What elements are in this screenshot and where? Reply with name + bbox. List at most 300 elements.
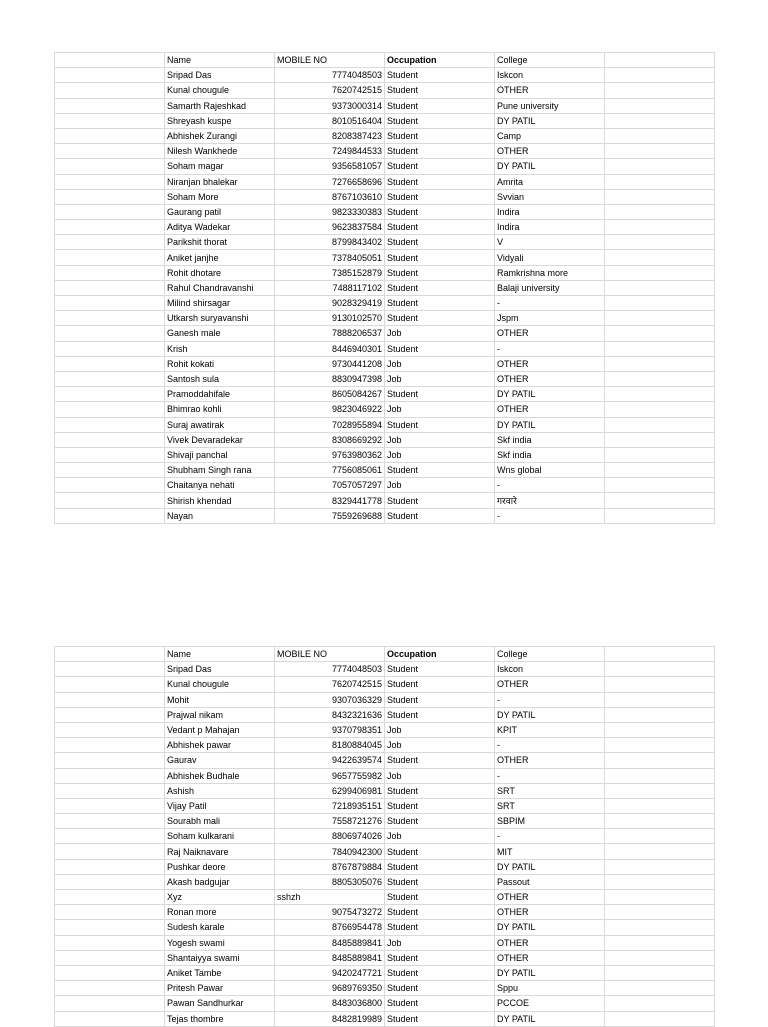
- empty-cell[interactable]: [605, 371, 715, 386]
- college-cell[interactable]: SBPIM: [495, 814, 605, 829]
- empty-cell[interactable]: [55, 844, 165, 859]
- empty-cell[interactable]: [605, 920, 715, 935]
- empty-cell[interactable]: [605, 113, 715, 128]
- name-cell[interactable]: Xyz: [165, 890, 275, 905]
- empty-cell[interactable]: [55, 220, 165, 235]
- empty-cell[interactable]: [605, 707, 715, 722]
- empty-cell[interactable]: [55, 478, 165, 493]
- empty-cell[interactable]: [55, 265, 165, 280]
- empty-cell[interactable]: [605, 753, 715, 768]
- name-cell[interactable]: Pramoddahifale: [165, 387, 275, 402]
- empty-cell[interactable]: [55, 996, 165, 1011]
- occupation-cell[interactable]: Job: [385, 478, 495, 493]
- mobile-cell[interactable]: 8329441778: [275, 493, 385, 508]
- occupation-cell[interactable]: Student: [385, 677, 495, 692]
- empty-cell[interactable]: [55, 874, 165, 889]
- mobile-cell[interactable]: 7559269688: [275, 508, 385, 523]
- name-cell[interactable]: Nayan: [165, 508, 275, 523]
- empty-cell[interactable]: [55, 829, 165, 844]
- occupation-cell[interactable]: Job: [385, 768, 495, 783]
- college-cell[interactable]: OTHER: [495, 326, 605, 341]
- empty-cell[interactable]: [55, 662, 165, 677]
- empty-cell[interactable]: [605, 159, 715, 174]
- mobile-cell[interactable]: 7620742515: [275, 83, 385, 98]
- mobile-cell[interactable]: 8208387423: [275, 128, 385, 143]
- name-cell[interactable]: Krish: [165, 341, 275, 356]
- mobile-cell[interactable]: 9657755982: [275, 768, 385, 783]
- empty-cell[interactable]: [55, 463, 165, 478]
- college-cell[interactable]: Svvian: [495, 189, 605, 204]
- empty-cell[interactable]: [605, 356, 715, 371]
- name-cell[interactable]: Niranjan bhalekar: [165, 174, 275, 189]
- empty-cell[interactable]: [55, 235, 165, 250]
- empty-cell[interactable]: [605, 768, 715, 783]
- occupation-cell[interactable]: Student: [385, 950, 495, 965]
- name-cell[interactable]: Vijay Patil: [165, 798, 275, 813]
- occupation-cell[interactable]: Student: [385, 463, 495, 478]
- occupation-cell[interactable]: Student: [385, 1011, 495, 1026]
- college-cell[interactable]: Passout: [495, 874, 605, 889]
- empty-cell[interactable]: [55, 159, 165, 174]
- occupation-cell[interactable]: Student: [385, 387, 495, 402]
- mobile-cell[interactable]: 9373000314: [275, 98, 385, 113]
- college-cell[interactable]: OTHER: [495, 83, 605, 98]
- empty-cell[interactable]: [605, 798, 715, 813]
- name-cell[interactable]: Aniket janjhe: [165, 250, 275, 265]
- mobile-cell[interactable]: 9307036329: [275, 692, 385, 707]
- name-cell[interactable]: Pushkar deore: [165, 859, 275, 874]
- empty-cell[interactable]: [605, 905, 715, 920]
- header-occupation[interactable]: Occupation: [385, 53, 495, 68]
- occupation-cell[interactable]: Job: [385, 356, 495, 371]
- occupation-cell[interactable]: Student: [385, 189, 495, 204]
- header-name[interactable]: Name: [165, 647, 275, 662]
- college-cell[interactable]: OTHER: [495, 144, 605, 159]
- empty-cell[interactable]: [605, 250, 715, 265]
- empty-cell[interactable]: [605, 280, 715, 295]
- college-cell[interactable]: OTHER: [495, 950, 605, 965]
- college-cell[interactable]: DY PATIL: [495, 1011, 605, 1026]
- occupation-cell[interactable]: Student: [385, 707, 495, 722]
- header-college[interactable]: College: [495, 647, 605, 662]
- mobile-cell[interactable]: 7488117102: [275, 280, 385, 295]
- mobile-cell[interactable]: sshzh: [275, 890, 385, 905]
- occupation-cell[interactable]: Student: [385, 662, 495, 677]
- empty-cell[interactable]: [605, 174, 715, 189]
- mobile-cell[interactable]: 8806974026: [275, 829, 385, 844]
- occupation-cell[interactable]: Job: [385, 371, 495, 386]
- empty-cell[interactable]: [605, 53, 715, 68]
- mobile-cell[interactable]: 7028955894: [275, 417, 385, 432]
- name-cell[interactable]: Ganesh male: [165, 326, 275, 341]
- occupation-cell[interactable]: Student: [385, 905, 495, 920]
- mobile-cell[interactable]: 8830947398: [275, 371, 385, 386]
- occupation-cell[interactable]: Job: [385, 326, 495, 341]
- occupation-cell[interactable]: Student: [385, 965, 495, 980]
- name-cell[interactable]: Utkarsh suryavanshi: [165, 311, 275, 326]
- empty-cell[interactable]: [55, 296, 165, 311]
- empty-cell[interactable]: [55, 68, 165, 83]
- empty-cell[interactable]: [605, 387, 715, 402]
- empty-cell[interactable]: [605, 432, 715, 447]
- occupation-cell[interactable]: Student: [385, 996, 495, 1011]
- empty-cell[interactable]: [605, 417, 715, 432]
- empty-cell[interactable]: [605, 402, 715, 417]
- empty-cell[interactable]: [55, 722, 165, 737]
- college-cell[interactable]: DY PATIL: [495, 965, 605, 980]
- occupation-cell[interactable]: Job: [385, 432, 495, 447]
- name-cell[interactable]: Samarth Rajeshkad: [165, 98, 275, 113]
- college-cell[interactable]: Balaji university: [495, 280, 605, 295]
- name-cell[interactable]: Aniket Tambe: [165, 965, 275, 980]
- occupation-cell[interactable]: Student: [385, 844, 495, 859]
- name-cell[interactable]: Akash badgujar: [165, 874, 275, 889]
- college-cell[interactable]: -: [495, 508, 605, 523]
- college-cell[interactable]: MIT: [495, 844, 605, 859]
- empty-cell[interactable]: [55, 965, 165, 980]
- college-cell[interactable]: DY PATIL: [495, 920, 605, 935]
- college-cell[interactable]: Iskcon: [495, 68, 605, 83]
- name-cell[interactable]: Sudesh karale: [165, 920, 275, 935]
- occupation-cell[interactable]: Student: [385, 692, 495, 707]
- name-cell[interactable]: Soham kulkarani: [165, 829, 275, 844]
- empty-cell[interactable]: [55, 950, 165, 965]
- college-cell[interactable]: PCCOE: [495, 996, 605, 1011]
- name-cell[interactable]: Soham magar: [165, 159, 275, 174]
- college-cell[interactable]: OTHER: [495, 753, 605, 768]
- empty-cell[interactable]: [55, 798, 165, 813]
- empty-cell[interactable]: [55, 311, 165, 326]
- college-cell[interactable]: -: [495, 692, 605, 707]
- empty-cell[interactable]: [55, 174, 165, 189]
- mobile-cell[interactable]: 7888206537: [275, 326, 385, 341]
- college-cell[interactable]: Pune university: [495, 98, 605, 113]
- empty-cell[interactable]: [605, 235, 715, 250]
- name-cell[interactable]: Milind shirsagar: [165, 296, 275, 311]
- college-cell[interactable]: DY PATIL: [495, 387, 605, 402]
- empty-cell[interactable]: [55, 859, 165, 874]
- occupation-cell[interactable]: Student: [385, 508, 495, 523]
- header-college[interactable]: College: [495, 53, 605, 68]
- occupation-cell[interactable]: Student: [385, 144, 495, 159]
- occupation-cell[interactable]: Student: [385, 981, 495, 996]
- mobile-cell[interactable]: 7558721276: [275, 814, 385, 829]
- empty-cell[interactable]: [55, 647, 165, 662]
- empty-cell[interactable]: [605, 677, 715, 692]
- name-cell[interactable]: Bhimrao kohli: [165, 402, 275, 417]
- empty-cell[interactable]: [605, 311, 715, 326]
- empty-cell[interactable]: [605, 662, 715, 677]
- empty-cell[interactable]: [55, 447, 165, 462]
- empty-cell[interactable]: [55, 890, 165, 905]
- empty-cell[interactable]: [605, 996, 715, 1011]
- empty-cell[interactable]: [605, 722, 715, 737]
- empty-cell[interactable]: [55, 83, 165, 98]
- name-cell[interactable]: Mohit: [165, 692, 275, 707]
- empty-cell[interactable]: [605, 890, 715, 905]
- occupation-cell[interactable]: Student: [385, 265, 495, 280]
- mobile-cell[interactable]: 9075473272: [275, 905, 385, 920]
- name-cell[interactable]: Suraj awatirak: [165, 417, 275, 432]
- empty-cell[interactable]: [55, 341, 165, 356]
- college-cell[interactable]: DY PATIL: [495, 113, 605, 128]
- mobile-cell[interactable]: 8482819989: [275, 1011, 385, 1026]
- empty-cell[interactable]: [605, 98, 715, 113]
- occupation-cell[interactable]: Student: [385, 68, 495, 83]
- occupation-cell[interactable]: Student: [385, 859, 495, 874]
- occupation-cell[interactable]: Student: [385, 417, 495, 432]
- college-cell[interactable]: Skf india: [495, 447, 605, 462]
- empty-cell[interactable]: [605, 950, 715, 965]
- mobile-cell[interactable]: 9689769350: [275, 981, 385, 996]
- empty-cell[interactable]: [55, 753, 165, 768]
- occupation-cell[interactable]: Student: [385, 128, 495, 143]
- empty-cell[interactable]: [605, 859, 715, 874]
- name-cell[interactable]: Abhishek Zurangi: [165, 128, 275, 143]
- mobile-cell[interactable]: 9823330383: [275, 204, 385, 219]
- college-cell[interactable]: OTHER: [495, 402, 605, 417]
- empty-cell[interactable]: [55, 432, 165, 447]
- empty-cell[interactable]: [605, 874, 715, 889]
- empty-cell[interactable]: [605, 647, 715, 662]
- occupation-cell[interactable]: Student: [385, 83, 495, 98]
- occupation-cell[interactable]: Student: [385, 204, 495, 219]
- mobile-cell[interactable]: 6299406981: [275, 783, 385, 798]
- college-cell[interactable]: OTHER: [495, 935, 605, 950]
- occupation-cell[interactable]: Job: [385, 447, 495, 462]
- empty-cell[interactable]: [55, 981, 165, 996]
- college-cell[interactable]: OTHER: [495, 356, 605, 371]
- empty-cell[interactable]: [605, 829, 715, 844]
- occupation-cell[interactable]: Job: [385, 738, 495, 753]
- header-mobile[interactable]: MOBILE NO: [275, 53, 385, 68]
- mobile-cell[interactable]: 7378405051: [275, 250, 385, 265]
- occupation-cell[interactable]: Student: [385, 296, 495, 311]
- empty-cell[interactable]: [55, 935, 165, 950]
- name-cell[interactable]: Parikshit thorat: [165, 235, 275, 250]
- empty-cell[interactable]: [55, 783, 165, 798]
- name-cell[interactable]: Yogesh swami: [165, 935, 275, 950]
- occupation-cell[interactable]: Student: [385, 874, 495, 889]
- empty-cell[interactable]: [55, 493, 165, 508]
- name-cell[interactable]: Abhishek Budhale: [165, 768, 275, 783]
- mobile-cell[interactable]: 9763980362: [275, 447, 385, 462]
- occupation-cell[interactable]: Student: [385, 753, 495, 768]
- occupation-cell[interactable]: Student: [385, 250, 495, 265]
- empty-cell[interactable]: [605, 326, 715, 341]
- empty-cell[interactable]: [55, 326, 165, 341]
- mobile-cell[interactable]: 8767879884: [275, 859, 385, 874]
- empty-cell[interactable]: [605, 463, 715, 478]
- empty-cell[interactable]: [55, 250, 165, 265]
- empty-cell[interactable]: [605, 508, 715, 523]
- occupation-cell[interactable]: Student: [385, 493, 495, 508]
- empty-cell[interactable]: [605, 265, 715, 280]
- name-cell[interactable]: Shivaji panchal: [165, 447, 275, 462]
- college-cell[interactable]: Sppu: [495, 981, 605, 996]
- occupation-cell[interactable]: Student: [385, 113, 495, 128]
- empty-cell[interactable]: [55, 387, 165, 402]
- occupation-cell[interactable]: Student: [385, 159, 495, 174]
- name-cell[interactable]: Pritesh Pawar: [165, 981, 275, 996]
- college-cell[interactable]: -: [495, 341, 605, 356]
- mobile-cell[interactable]: 8180884045: [275, 738, 385, 753]
- empty-cell[interactable]: [55, 98, 165, 113]
- empty-cell[interactable]: [605, 738, 715, 753]
- mobile-cell[interactable]: 7385152879: [275, 265, 385, 280]
- mobile-cell[interactable]: 9623837584: [275, 220, 385, 235]
- college-cell[interactable]: गरवारे: [495, 493, 605, 508]
- empty-cell[interactable]: [605, 220, 715, 235]
- header-mobile[interactable]: MOBILE NO: [275, 647, 385, 662]
- occupation-cell[interactable]: Job: [385, 402, 495, 417]
- header-name[interactable]: Name: [165, 53, 275, 68]
- mobile-cell[interactable]: 7276658696: [275, 174, 385, 189]
- occupation-cell[interactable]: Student: [385, 220, 495, 235]
- empty-cell[interactable]: [605, 341, 715, 356]
- name-cell[interactable]: Soham More: [165, 189, 275, 204]
- occupation-cell[interactable]: Student: [385, 341, 495, 356]
- empty-cell[interactable]: [55, 144, 165, 159]
- college-cell[interactable]: DY PATIL: [495, 859, 605, 874]
- name-cell[interactable]: Ashish: [165, 783, 275, 798]
- college-cell[interactable]: Indira: [495, 204, 605, 219]
- college-cell[interactable]: Wns global: [495, 463, 605, 478]
- mobile-cell[interactable]: 9130102570: [275, 311, 385, 326]
- occupation-cell[interactable]: Student: [385, 798, 495, 813]
- college-cell[interactable]: V: [495, 235, 605, 250]
- mobile-cell[interactable]: 8485889841: [275, 950, 385, 965]
- mobile-cell[interactable]: 8308669292: [275, 432, 385, 447]
- empty-cell[interactable]: [605, 965, 715, 980]
- college-cell[interactable]: Skf india: [495, 432, 605, 447]
- mobile-cell[interactable]: 8605084267: [275, 387, 385, 402]
- occupation-cell[interactable]: Job: [385, 829, 495, 844]
- name-cell[interactable]: Rahul Chandravanshi: [165, 280, 275, 295]
- college-cell[interactable]: -: [495, 478, 605, 493]
- mobile-cell[interactable]: 9823046922: [275, 402, 385, 417]
- mobile-cell[interactable]: 8483036800: [275, 996, 385, 1011]
- empty-cell[interactable]: [605, 814, 715, 829]
- empty-cell[interactable]: [55, 814, 165, 829]
- name-cell[interactable]: Sripad Das: [165, 68, 275, 83]
- college-cell[interactable]: DY PATIL: [495, 159, 605, 174]
- college-cell[interactable]: -: [495, 296, 605, 311]
- college-cell[interactable]: OTHER: [495, 371, 605, 386]
- name-cell[interactable]: Gaurang patil: [165, 204, 275, 219]
- college-cell[interactable]: -: [495, 768, 605, 783]
- mobile-cell[interactable]: 7840942300: [275, 844, 385, 859]
- mobile-cell[interactable]: 7774048503: [275, 662, 385, 677]
- empty-cell[interactable]: [55, 53, 165, 68]
- mobile-cell[interactable]: 8799843402: [275, 235, 385, 250]
- mobile-cell[interactable]: 8766954478: [275, 920, 385, 935]
- mobile-cell[interactable]: 7620742515: [275, 677, 385, 692]
- empty-cell[interactable]: [605, 68, 715, 83]
- empty-cell[interactable]: [55, 356, 165, 371]
- empty-cell[interactable]: [605, 783, 715, 798]
- occupation-cell[interactable]: Student: [385, 311, 495, 326]
- mobile-cell[interactable]: 7218935151: [275, 798, 385, 813]
- name-cell[interactable]: Shantaiyya swami: [165, 950, 275, 965]
- empty-cell[interactable]: [55, 508, 165, 523]
- name-cell[interactable]: Shreyash kuspe: [165, 113, 275, 128]
- college-cell[interactable]: OTHER: [495, 905, 605, 920]
- empty-cell[interactable]: [605, 493, 715, 508]
- empty-cell[interactable]: [55, 128, 165, 143]
- empty-cell[interactable]: [55, 371, 165, 386]
- empty-cell[interactable]: [605, 204, 715, 219]
- mobile-cell[interactable]: 8767103610: [275, 189, 385, 204]
- empty-cell[interactable]: [55, 905, 165, 920]
- mobile-cell[interactable]: 8432321636: [275, 707, 385, 722]
- college-cell[interactable]: Iskcon: [495, 662, 605, 677]
- college-cell[interactable]: DY PATIL: [495, 707, 605, 722]
- name-cell[interactable]: Santosh sula: [165, 371, 275, 386]
- college-cell[interactable]: DY PATIL: [495, 417, 605, 432]
- empty-cell[interactable]: [55, 204, 165, 219]
- mobile-cell[interactable]: 8485889841: [275, 935, 385, 950]
- empty-cell[interactable]: [55, 402, 165, 417]
- mobile-cell[interactable]: 9422639574: [275, 753, 385, 768]
- empty-cell[interactable]: [55, 189, 165, 204]
- occupation-cell[interactable]: Student: [385, 235, 495, 250]
- name-cell[interactable]: Kunal chougule: [165, 677, 275, 692]
- college-cell[interactable]: OTHER: [495, 677, 605, 692]
- mobile-cell[interactable]: 9370798351: [275, 722, 385, 737]
- college-cell[interactable]: SRT: [495, 798, 605, 813]
- college-cell[interactable]: Ramkrishna more: [495, 265, 605, 280]
- name-cell[interactable]: Chaitanya nehati: [165, 478, 275, 493]
- name-cell[interactable]: Nilesh Wankhede: [165, 144, 275, 159]
- college-cell[interactable]: SRT: [495, 783, 605, 798]
- college-cell[interactable]: Indira: [495, 220, 605, 235]
- occupation-cell[interactable]: Job: [385, 722, 495, 737]
- name-cell[interactable]: Raj Naiknavare: [165, 844, 275, 859]
- name-cell[interactable]: Tejas thombre: [165, 1011, 275, 1026]
- college-cell[interactable]: -: [495, 829, 605, 844]
- mobile-cell[interactable]: 9730441208: [275, 356, 385, 371]
- name-cell[interactable]: Ronan more: [165, 905, 275, 920]
- mobile-cell[interactable]: 7756085061: [275, 463, 385, 478]
- college-cell[interactable]: Jspm: [495, 311, 605, 326]
- name-cell[interactable]: Vedant p Mahajan: [165, 722, 275, 737]
- occupation-cell[interactable]: Student: [385, 280, 495, 295]
- mobile-cell[interactable]: 8446940301: [275, 341, 385, 356]
- mobile-cell[interactable]: 8010516404: [275, 113, 385, 128]
- occupation-cell[interactable]: Student: [385, 174, 495, 189]
- occupation-cell[interactable]: Student: [385, 920, 495, 935]
- empty-cell[interactable]: [55, 113, 165, 128]
- occupation-cell[interactable]: Student: [385, 814, 495, 829]
- name-cell[interactable]: Pawan Sandhurkar: [165, 996, 275, 1011]
- empty-cell[interactable]: [55, 707, 165, 722]
- college-cell[interactable]: KPIT: [495, 722, 605, 737]
- empty-cell[interactable]: [55, 692, 165, 707]
- empty-cell[interactable]: [55, 280, 165, 295]
- name-cell[interactable]: Rohit dhotare: [165, 265, 275, 280]
- mobile-cell[interactable]: 8805305076: [275, 874, 385, 889]
- name-cell[interactable]: Prajwal nikam: [165, 707, 275, 722]
- empty-cell[interactable]: [55, 417, 165, 432]
- mobile-cell[interactable]: 7249844533: [275, 144, 385, 159]
- name-cell[interactable]: Vivek Devaradekar: [165, 432, 275, 447]
- name-cell[interactable]: Abhishek pawar: [165, 738, 275, 753]
- mobile-cell[interactable]: 7774048503: [275, 68, 385, 83]
- name-cell[interactable]: Shubham Singh rana: [165, 463, 275, 478]
- name-cell[interactable]: Kunal chougule: [165, 83, 275, 98]
- empty-cell[interactable]: [605, 935, 715, 950]
